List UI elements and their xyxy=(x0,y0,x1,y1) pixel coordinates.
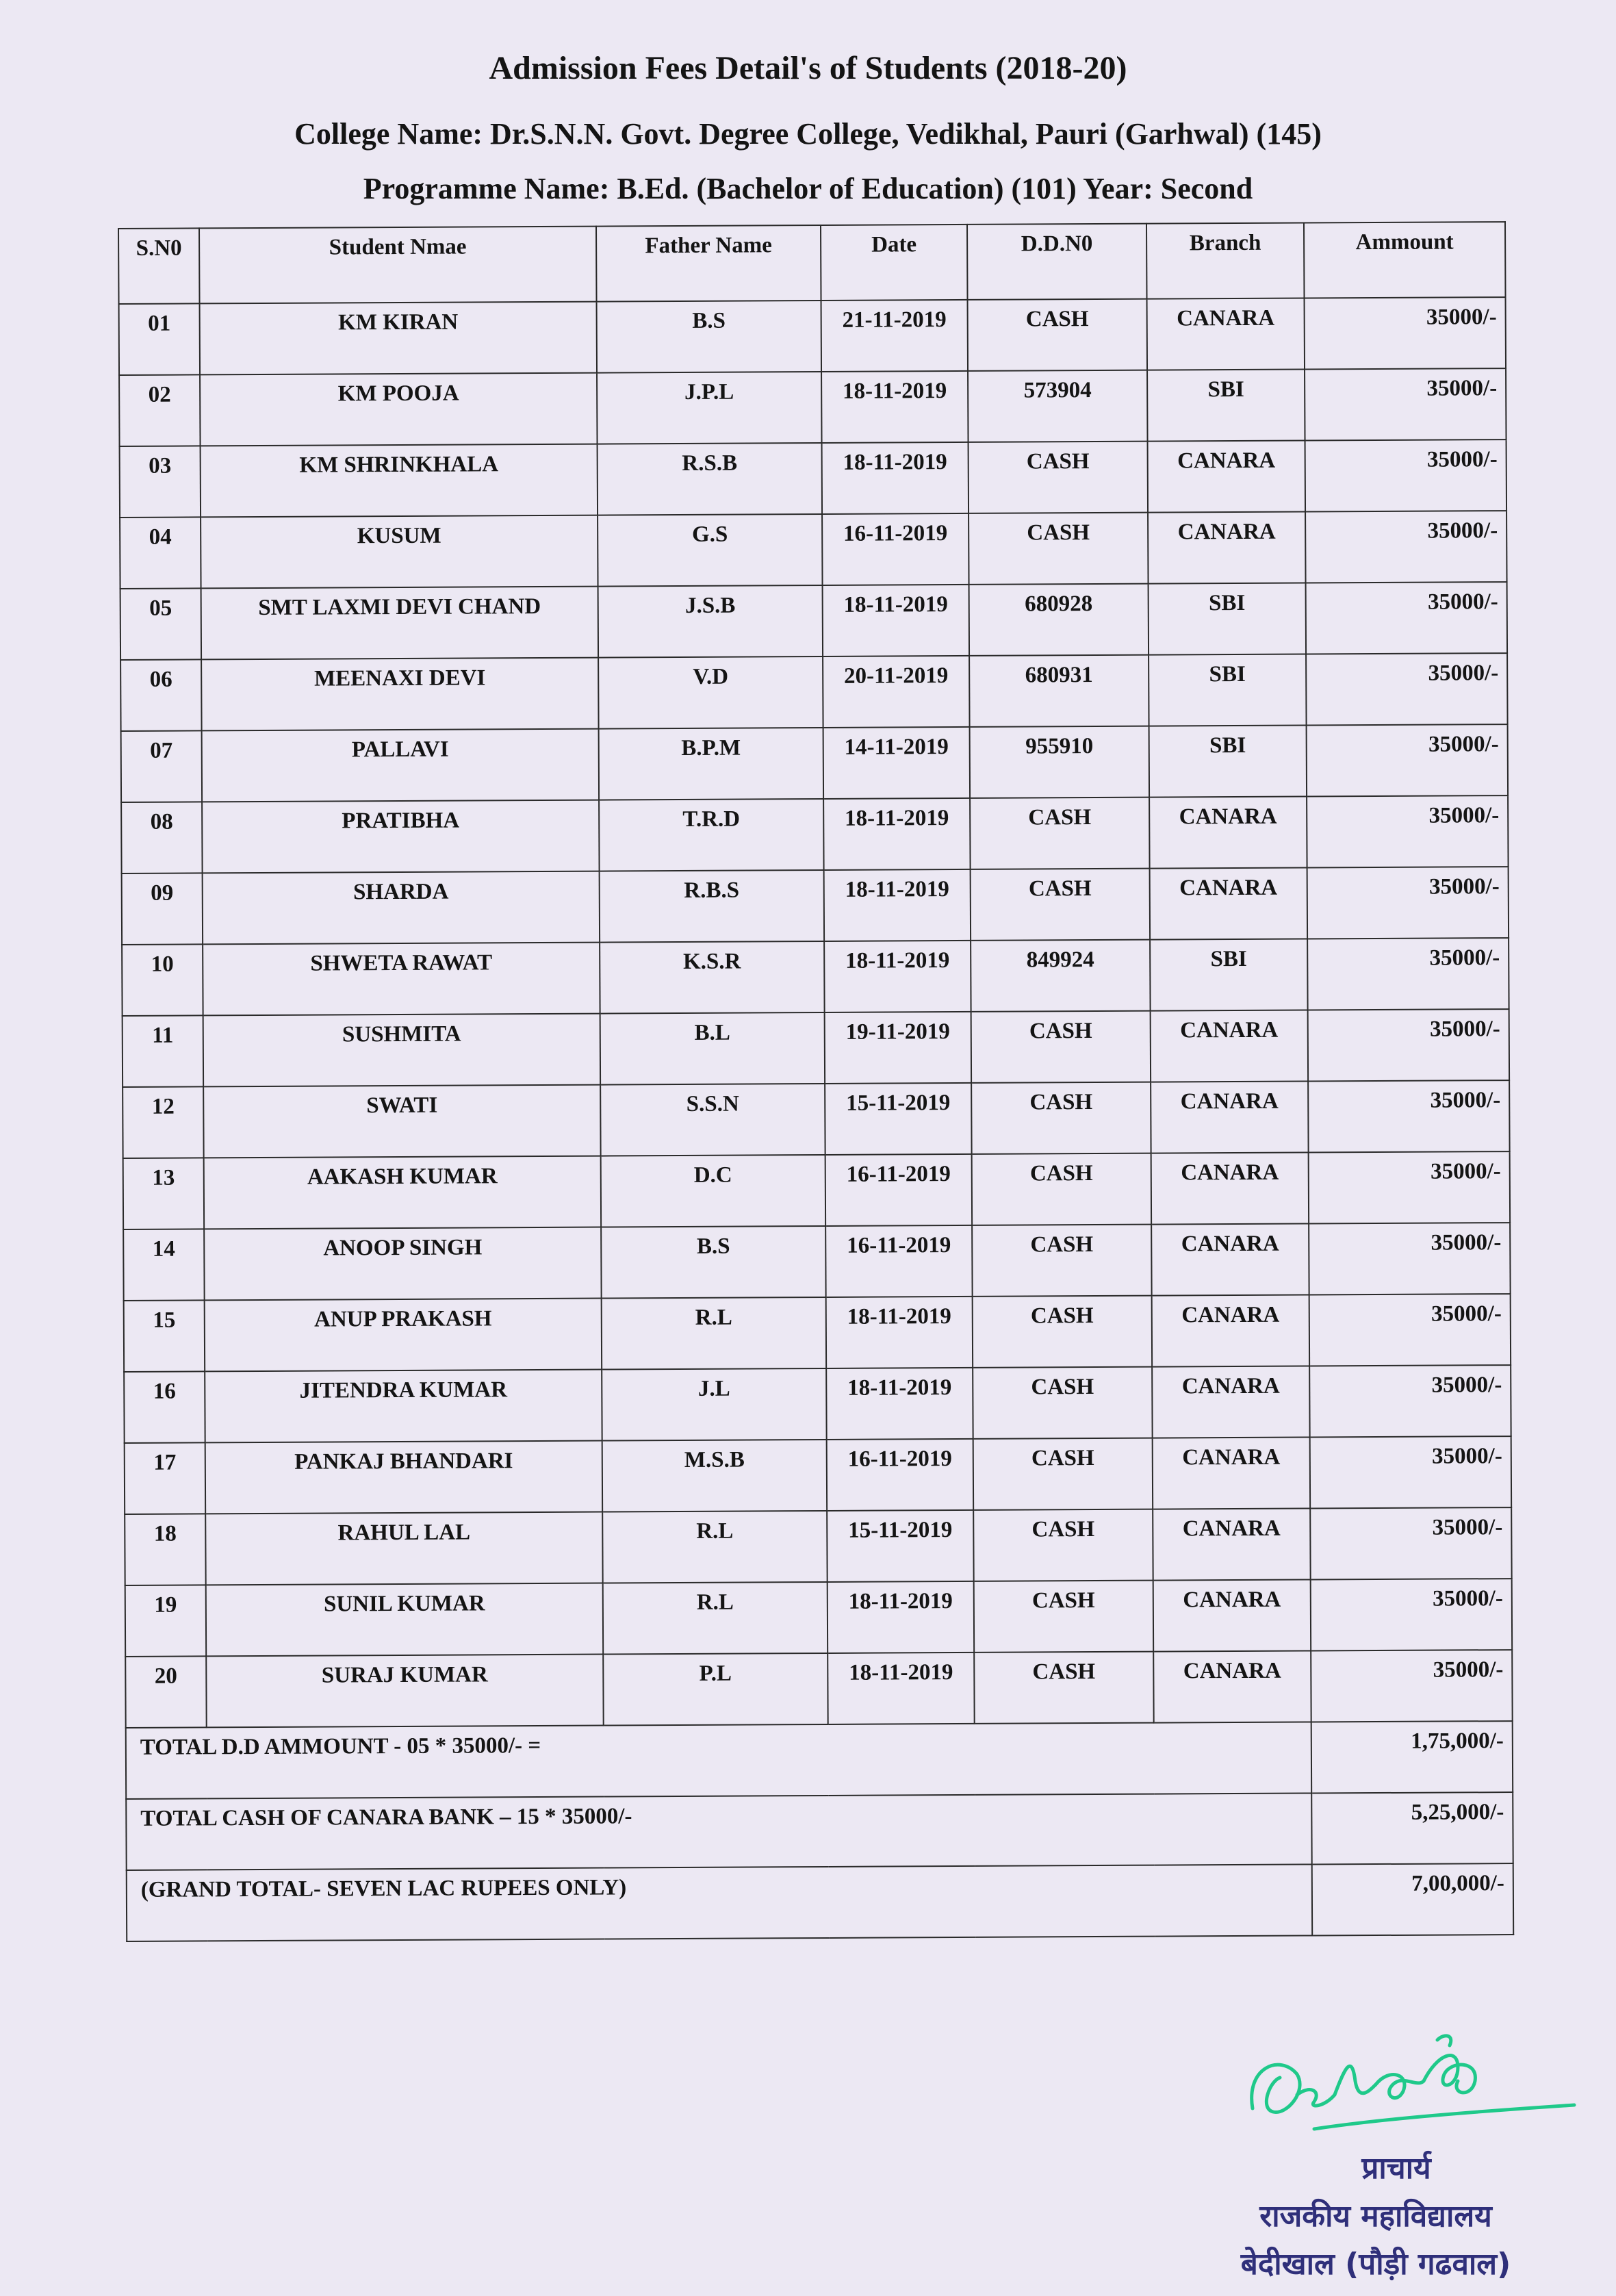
cell-dd-no: CASH xyxy=(973,1296,1153,1368)
cell-dd-no: CASH xyxy=(968,299,1148,371)
cell-student-name: SHARDA xyxy=(203,871,600,945)
cell-amount: 35000/- xyxy=(1309,1151,1511,1223)
cell-father-name: M.S.B xyxy=(602,1440,828,1512)
table-row xyxy=(119,368,1506,446)
total-row xyxy=(126,1792,1513,1870)
cell-amount: 35000/- xyxy=(1307,938,1509,1010)
table-row xyxy=(125,1650,1512,1728)
cell-branch: CANARA xyxy=(1152,1366,1310,1438)
college-name: College Name: Dr.S.N.N. Govt. Degree College, Vedikhal, Pauri (Garhwal) (145) xyxy=(294,117,1322,151)
cell-branch: CANARA xyxy=(1151,1153,1309,1225)
cell-dd-no: CASH xyxy=(972,1153,1152,1225)
programme-name: Programme Name: B.Ed. (Bachelor of Education) (101) Year: Second xyxy=(363,172,1253,205)
table-row xyxy=(122,938,1509,1016)
cell-amount: 35000/- xyxy=(1308,1009,1510,1081)
cell-date: 18-11-2019 xyxy=(828,1653,975,1724)
cell-branch: CANARA xyxy=(1148,441,1306,513)
cell-father-name: K.S.R xyxy=(600,941,825,1014)
cell-sn: 15 xyxy=(124,1300,205,1372)
table-row xyxy=(125,1579,1512,1657)
cell-student-name: ANOOP SINGH xyxy=(204,1227,602,1301)
cell-student-name: MEENAXI DEVI xyxy=(201,658,599,731)
cell-branch: CANARA xyxy=(1151,1082,1309,1153)
cell-amount: 35000/- xyxy=(1306,582,1508,654)
cell-branch: CANARA xyxy=(1151,1224,1309,1296)
cell-dd-no: CASH xyxy=(969,513,1149,585)
cell-father-name: B.P.M xyxy=(599,728,824,800)
total-row xyxy=(126,1721,1513,1799)
cell-date: 18-11-2019 xyxy=(828,1581,975,1653)
cell-branch: SBI xyxy=(1147,370,1305,442)
cell-date: 19-11-2019 xyxy=(825,1012,972,1084)
total-label: TOTAL CASH OF CANARA BANK – 15 * 35000/- xyxy=(126,1794,1311,1870)
cell-student-name: JITENDRA KUMAR xyxy=(205,1370,602,1443)
cell-amount: 35000/- xyxy=(1311,1650,1513,1722)
cell-date: 18-11-2019 xyxy=(822,442,969,514)
cell-date: 21-11-2019 xyxy=(821,300,969,372)
col-header-branch: Branch xyxy=(1146,223,1305,299)
cell-branch: CANARA xyxy=(1153,1651,1311,1723)
cell-sn: 13 xyxy=(123,1158,205,1229)
cell-sn: 04 xyxy=(120,517,201,589)
table-row xyxy=(123,1009,1509,1087)
cell-dd-no: CASH xyxy=(971,1082,1151,1154)
cell-sn: 06 xyxy=(120,659,202,731)
table-row xyxy=(124,1294,1511,1372)
cell-date: 18-11-2019 xyxy=(823,585,970,656)
cell-dd-no: CASH xyxy=(972,1225,1152,1297)
cell-date: 20-11-2019 xyxy=(823,656,970,728)
cell-student-name: RAHUL LAL xyxy=(205,1512,603,1585)
cell-branch: SBI xyxy=(1150,939,1308,1011)
cell-amount: 35000/- xyxy=(1307,795,1509,867)
cell-sn: 12 xyxy=(123,1086,204,1158)
cell-date: 16-11-2019 xyxy=(822,513,969,585)
cell-dd-no: CASH xyxy=(971,1011,1151,1083)
cell-father-name: J.S.B xyxy=(598,585,823,658)
table-row xyxy=(121,724,1508,802)
cell-father-name: D.C xyxy=(601,1155,826,1227)
col-header-student-name: Student Nmae xyxy=(199,227,597,304)
cell-student-name: SHWETA RAWAT xyxy=(203,943,600,1016)
cell-amount: 35000/- xyxy=(1307,867,1509,939)
total-row xyxy=(127,1863,1513,1941)
document-title: Admission Fees Detail's of Students (2018-20) xyxy=(489,50,1127,86)
cell-date: 18-11-2019 xyxy=(826,1368,973,1440)
principal-signature xyxy=(1232,2026,1588,2150)
cell-sn: 05 xyxy=(120,588,202,660)
total-value: 5,25,000/- xyxy=(1311,1792,1513,1864)
cell-father-name: B.L xyxy=(600,1012,825,1085)
cell-branch: CANARA xyxy=(1153,1580,1311,1652)
cell-student-name: SWATI xyxy=(203,1085,601,1158)
cell-sn: 10 xyxy=(122,944,203,1016)
cell-student-name: ANUP PRAKASH xyxy=(205,1299,602,1372)
cell-sn: 16 xyxy=(124,1371,205,1443)
cell-student-name: SURAJ KUMAR xyxy=(206,1655,604,1728)
cell-father-name: J.L xyxy=(602,1368,827,1441)
col-header-father-name: Father Name xyxy=(596,225,821,302)
cell-branch: CANARA xyxy=(1152,1295,1310,1367)
table-row xyxy=(119,297,1506,375)
cell-branch: CANARA xyxy=(1153,1438,1311,1509)
total-label: TOTAL D.D AMMOUNT - 05 * 35000/- = xyxy=(126,1722,1311,1799)
cell-sn: 11 xyxy=(123,1015,204,1087)
table-row xyxy=(123,1151,1510,1229)
cell-father-name: S.S.N xyxy=(600,1084,825,1156)
cell-father-name: B.S xyxy=(597,301,822,373)
stamp-institution: राजकीय महाविद्यालय xyxy=(1259,2199,1492,2234)
cell-date: 16-11-2019 xyxy=(827,1439,974,1511)
cell-branch: CANARA xyxy=(1150,868,1308,940)
total-label: (GRAND TOTAL- SEVEN LAC RUPEES ONLY) xyxy=(127,1865,1312,1941)
col-header-sn: S.N0 xyxy=(118,228,200,304)
cell-student-name: PANKAJ BHANDARI xyxy=(205,1441,603,1514)
table-row xyxy=(125,1507,1511,1585)
cell-dd-no: CASH xyxy=(974,1652,1154,1724)
cell-dd-no: CASH xyxy=(970,798,1150,869)
cell-amount: 35000/- xyxy=(1310,1507,1512,1579)
cell-sn: 07 xyxy=(121,730,203,802)
total-value: 7,00,000/- xyxy=(1312,1863,1514,1935)
cell-amount: 35000/- xyxy=(1309,1223,1511,1294)
cell-dd-no: CASH xyxy=(971,869,1151,941)
table-header-row xyxy=(118,222,1506,304)
totals-section xyxy=(126,1721,1514,1941)
table-row xyxy=(123,1080,1509,1158)
cell-branch: SBI xyxy=(1149,654,1307,726)
cell-date: 18-11-2019 xyxy=(824,869,971,941)
cell-date: 18-11-2019 xyxy=(823,798,971,870)
cell-amount: 35000/- xyxy=(1311,1579,1513,1650)
col-header-date: Date xyxy=(821,225,968,301)
cell-student-name: KUSUM xyxy=(201,515,598,589)
table-row xyxy=(120,582,1507,660)
cell-dd-no: CASH xyxy=(973,1509,1153,1581)
table-row xyxy=(120,439,1506,518)
cell-amount: 35000/- xyxy=(1306,653,1508,725)
cell-branch: CANARA xyxy=(1153,1509,1311,1581)
cell-amount: 35000/- xyxy=(1305,297,1506,369)
table-row xyxy=(122,867,1509,945)
cell-amount: 35000/- xyxy=(1308,1080,1510,1152)
cell-student-name: KM POOJA xyxy=(200,373,598,446)
cell-amount: 35000/- xyxy=(1309,1365,1511,1437)
cell-sn: 14 xyxy=(123,1229,205,1301)
cell-date: 18-11-2019 xyxy=(826,1297,973,1368)
cell-student-name: SMT LAXMI DEVI CHAND xyxy=(201,587,599,660)
table-row xyxy=(125,1436,1511,1514)
cell-sn: 18 xyxy=(125,1514,206,1585)
cell-dd-no: 849924 xyxy=(971,940,1151,1012)
cell-sn: 02 xyxy=(119,374,201,446)
cell-father-name: R.B.S xyxy=(600,870,825,943)
cell-date: 14-11-2019 xyxy=(823,727,971,799)
cell-branch: CANARA xyxy=(1148,512,1306,584)
cell-date: 16-11-2019 xyxy=(825,1154,973,1226)
cell-branch: CANARA xyxy=(1147,298,1305,370)
cell-sn: 19 xyxy=(125,1585,207,1657)
cell-sn: 08 xyxy=(121,802,203,873)
table-row xyxy=(120,653,1507,731)
cell-father-name: P.L xyxy=(603,1653,828,1726)
table-row xyxy=(123,1223,1510,1301)
cell-amount: 35000/- xyxy=(1307,724,1509,796)
cell-sn: 17 xyxy=(125,1442,206,1514)
cell-date: 18-11-2019 xyxy=(821,371,969,443)
table-row xyxy=(121,795,1508,873)
cell-branch: SBI xyxy=(1149,726,1307,798)
stamp-location: बेदीखाल (पौड़ी गढवाल) xyxy=(1240,2247,1511,2282)
cell-father-name: R.L xyxy=(602,1511,828,1583)
cell-date: 15-11-2019 xyxy=(827,1510,974,1582)
cell-sn: 09 xyxy=(122,873,203,945)
cell-student-name: SUNIL KUMAR xyxy=(206,1583,604,1657)
col-header-amount: Ammount xyxy=(1304,222,1506,298)
cell-sn: 03 xyxy=(120,446,201,518)
cell-father-name: B.S xyxy=(601,1226,826,1299)
col-header-dd-no: D.D.N0 xyxy=(967,224,1147,300)
cell-father-name: G.S xyxy=(598,514,823,587)
cell-father-name: T.R.D xyxy=(599,799,824,871)
cell-father-name: R.S.B xyxy=(598,443,823,515)
cell-amount: 35000/- xyxy=(1310,1436,1512,1508)
cell-dd-no: CASH xyxy=(974,1581,1154,1653)
cell-father-name: J.P.L xyxy=(597,372,822,444)
cell-dd-no: 680931 xyxy=(969,655,1149,727)
cell-amount: 35000/- xyxy=(1309,1294,1511,1366)
cell-dd-no: CASH xyxy=(973,1438,1153,1510)
cell-student-name: KM SHRINKHALA xyxy=(201,444,598,518)
cell-date: 16-11-2019 xyxy=(825,1225,973,1297)
cell-father-name: R.L xyxy=(602,1297,827,1370)
cell-amount: 35000/- xyxy=(1305,511,1507,583)
cell-dd-no: 680928 xyxy=(969,584,1149,656)
cell-sn: 20 xyxy=(125,1656,207,1728)
cell-dd-no: CASH xyxy=(973,1367,1153,1439)
cell-father-name: V.D xyxy=(598,656,823,729)
cell-sn: 01 xyxy=(119,303,201,375)
cell-student-name: PRATIBHA xyxy=(202,800,600,873)
cell-amount: 35000/- xyxy=(1305,368,1506,440)
cell-date: 18-11-2019 xyxy=(824,941,971,1012)
cell-dd-no: 955910 xyxy=(970,726,1150,798)
total-value: 1,75,000/- xyxy=(1311,1721,1513,1793)
cell-father-name: R.L xyxy=(603,1582,828,1655)
cell-student-name: PALLAVI xyxy=(202,729,600,802)
table-row xyxy=(124,1365,1511,1443)
student-rows xyxy=(119,297,1513,1728)
cell-student-name: KM KIRAN xyxy=(200,302,598,375)
fees-table xyxy=(118,221,1514,1942)
cell-branch: SBI xyxy=(1149,583,1307,655)
table-row xyxy=(120,511,1506,589)
cell-student-name: AAKASH KUMAR xyxy=(204,1156,602,1229)
cell-branch: CANARA xyxy=(1149,797,1307,869)
cell-student-name: SUSHMITA xyxy=(203,1014,601,1087)
cell-branch: CANARA xyxy=(1151,1010,1309,1082)
cell-dd-no: 573904 xyxy=(968,370,1148,442)
cell-date: 15-11-2019 xyxy=(825,1083,972,1155)
cell-amount: 35000/- xyxy=(1305,439,1507,511)
stamp-designation: प्राचार्य xyxy=(1361,2151,1431,2186)
cell-dd-no: CASH xyxy=(969,442,1149,513)
